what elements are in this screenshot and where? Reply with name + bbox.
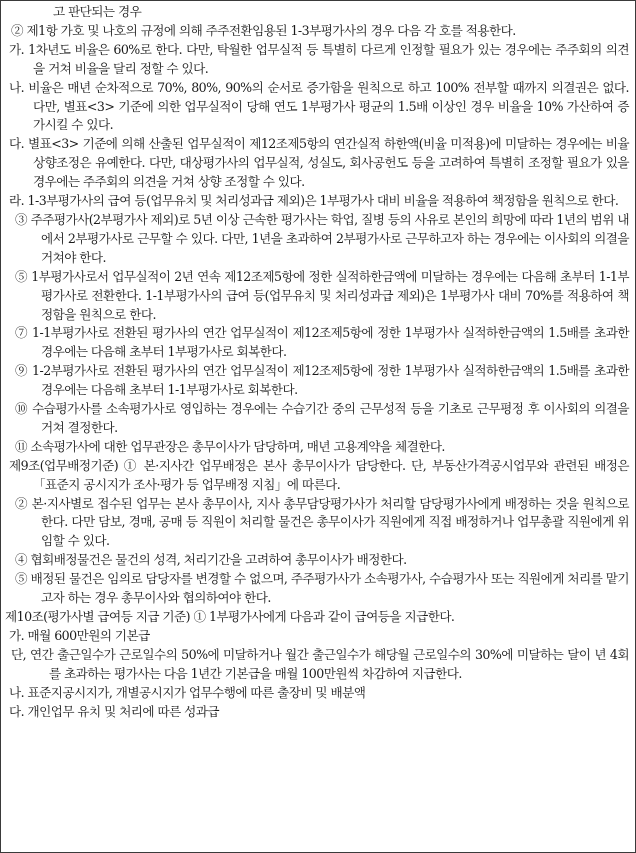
clause-11: ⑪ 소속평가사에 대한 업무관장은 총무이사가 담당하며, 매년 고용계약을 체결한다. bbox=[15, 438, 445, 454]
document-body bbox=[5, 3, 629, 721]
clause-10: ⑩ 수습평가사를 소속평가사로 영입하는 경우에는 수습기간 중의 근무성적 등을 기초로 근무평정 후 이사회의 의결을 거쳐 결정한다. bbox=[15, 401, 629, 435]
item-da: 다. 별표<3> 기준에 의해 산출된 업무실적이 제12조제5항의 연간실적 하한액(비율 미적용)에 미달하는 경우에는 비율 상향조정은 유예한다. 다만, 대상평가사의 업무실적, 성실도, 회사공헌도 등을 고려하여 특별히 조정할 필요가 있을 경우에는 주주회의 의견을 거쳐 상향 조정할 수 있다. bbox=[9, 136, 629, 190]
clause-5: ⑤ 1부평가사로서 업무실적이 2년 연속 제12조제5항에 정한 실적하한금액에 미달하는 경우에는 다음해 초부터 1-1부평가사로 전환한다. 1-1부평가사의 급여 등(업무유치 및 처리성과급 제외)은 1부평가사 대비 70%를 적용하여 책정함을 원칙으로 한다. bbox=[15, 268, 629, 322]
article-10-item-da: 다. 개인업무 유치 및 처리에 따른 성과급 bbox=[9, 703, 220, 719]
article-9-clause-4: ④ 협회배정물건은 물건의 성격, 처리기간을 고려하여 총무이사가 배정한다. bbox=[15, 552, 407, 568]
item-ra: 라. 1-3부평가사의 급여 등(업무유치 및 처리성과급 제외)은 1부평가사 대비 비율을 적용하여 책정함을 원칙으로 한다. bbox=[9, 193, 619, 209]
article-9: 제9조(업무배정기준) ① 본·지사간 업무배정은 본사 총무이사가 담당한다. 단, 부동산가격공시업무와 관련된 배정은 「표준지 공시지가 조사·평가 등 업무배정 지침」에 따른다. bbox=[9, 457, 629, 492]
article-10-item-ga: 가. 매월 600만원의 기본급 bbox=[9, 627, 150, 643]
article-10: 제10조(평가사별 급여등 지급 기준) ① 1부평가사에게 다음과 같이 급여등을 지급한다. bbox=[5, 609, 455, 624]
clause-3: ③ 주주평가사(2부평가사 제외)로 5년 이상 근속한 평가사는 학업, 질병 등의 사유로 본인의 희망에 따라 1년의 범위 내에서 2부평가사로 근무할 수 있다. 다만, 1년을 초과하여 2부평가사로 근무하고자 하는 경우에는 이사회의 의결을 거쳐야 한다. bbox=[15, 211, 629, 265]
paragraph-continuation: 고 판단되는 경우 bbox=[53, 4, 142, 19]
article-10-item-na: 나. 표준지공시지가, 개별공시지가 업무수행에 따른 출장비 및 배분액 bbox=[9, 684, 366, 700]
article-9-clause-2: ② 본·지사별로 접수된 업무는 본사 총무이사, 지사 총무담당평가사가 처리할 담당평가사에게 배정하는 것을 원칙으로 한다. 다만 담보, 경매, 공매 등 직원이 처리할 물건은 총무이사가 직원에게 직접 배정하거나 업무총괄 직원에게 위임할 수 있다. bbox=[15, 495, 629, 549]
item-na: 나. 비율은 매년 순차적으로 70%, 80%, 90%의 순서로 증가함을 원칙으로 하고 100% 전부할 때까지 의결권은 없다. 다만, 별표<3> 기준에 의한 업무실적이 당해 연도 1부평가사 평균의 1.5배 이상인 경우 비율을 10% 가산하여 증가시킬 수 있다. bbox=[9, 79, 629, 133]
clause-7: ⑦ 1-1부평가사로 전환된 평가사의 연간 업무실적이 제12조제5항에 정한 1부평가사 실적하한금액의 1.5배를 초과한 경우에는 다음해 초부터 1부평가사로 회복한다. bbox=[15, 325, 629, 360]
clause-2: ② 제1항 가호 및 나호의 규정에 의해 주주전환임용된 1-3부평가사의 경우 다음 각 호를 적용한다. bbox=[11, 22, 516, 38]
article-9-clause-5: ⑤ 배정된 물건은 임의로 담당자를 변경할 수 없으며, 주주평가사가 소속평가사, 수습평가사 또는 직원에게 처리를 맡기고자 하는 경우 총무이사와 협의하여야 한다. bbox=[15, 571, 629, 606]
item-ga: 가. 1차년도 비율은 60%로 한다. 다만, 탁월한 업무실적 등 특별히 다르게 인정할 필요가 있는 경우에는 주주회의 의견을 거쳐 비율을 달리 정할 수 있다. bbox=[9, 41, 629, 76]
clause-9: ⑨ 1-2부평가사로 전환된 평가사의 연간 업무실적이 제12조제5항에 정한 1부평가사 실적하한금액의 1.5배를 초과한 경우에는 다음해 초부터 1-1부평가사로 회복한다. bbox=[15, 363, 629, 398]
article-10-proviso: 단, 연간 출근일수가 근로일수의 50%에 미달하거나 월간 출근일수가 해당월 근로일수의 30%에 미달하는 달이 년 4회를 초과하는 평가사는 다음 1년간 기본급을 매월 100만원씩 차감하여 지급한다. bbox=[11, 646, 629, 681]
